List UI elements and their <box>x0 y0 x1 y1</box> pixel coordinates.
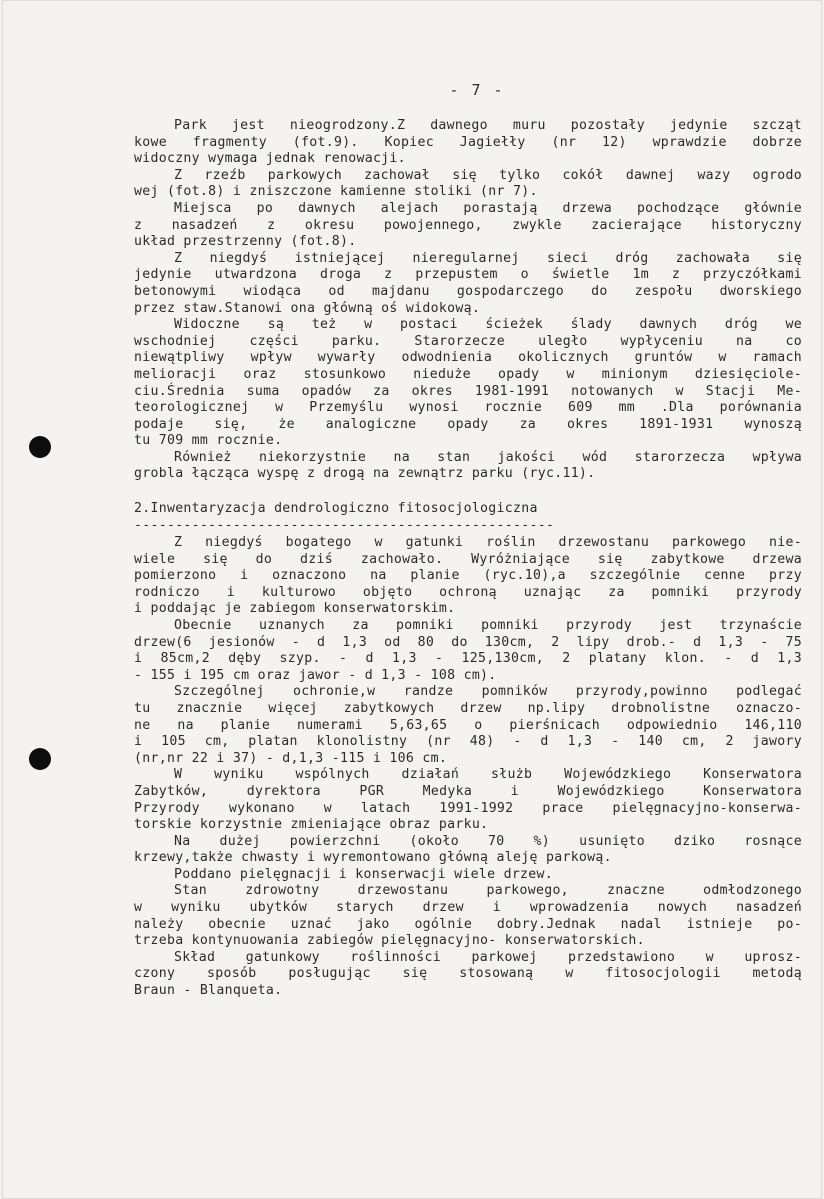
text-line: W wyniku wspólnych działań służb Wojewódzkiego Konserwatora <box>174 767 802 783</box>
section-heading: 2.Inwentaryzacja dendrologiczno fitosocjologiczna <box>134 501 538 516</box>
text-line: teorologicznej w Przemyślu wynosi rocznie 609 mm .Dla porównania <box>134 400 802 416</box>
section-heading-block <box>134 501 802 534</box>
page-number: - 7 - <box>449 81 505 99</box>
text-line: wej (fot.8) i zniszczone kamienne stoliki (nr 7). <box>134 184 538 200</box>
text-line: jedynie utwardzona droga z przepustem o świetle 1m z przyczółkami <box>134 267 802 283</box>
text-line: ciu.Średnia suma opadów za okres 1981-1991 notowanych w Stacji Me- <box>134 383 802 399</box>
text-line: należy obecnie uznać jako ogólnie dobry.Jednak nadal istnieje po- <box>134 916 802 932</box>
text-line: układ przestrzenny (fot.8). <box>134 234 357 250</box>
text-line: (nr,nr 22 i 37) - d,1,3 -115 i 106 cm. <box>134 750 448 766</box>
text-line: melioracji oraz stosunkowo niedużе opady w minionym dziesięciole- <box>134 366 802 382</box>
text-line: Miejsca po dawnych alejach porastają drzewa pochodzące głównie <box>174 200 802 216</box>
text-line: Braun - Blanqueta. <box>134 983 283 999</box>
text-line: tu 709 mm rocznie. <box>134 433 283 449</box>
text-line: Obecnie uznanych za pomniki pomniki przyrody jest trzynaście <box>174 617 802 633</box>
text-line: i 85cm,2 dęby szyp. - d 1,3 - 125,130cm, 2 platany klon. - d 1,3 <box>134 651 802 667</box>
text-line: Widoczne są też w postaci ścieżek ślady dawnych dróg we <box>174 317 802 333</box>
text-line: Stan zdrowotny drzewostanu parkowego, znaczne odmłodzonego <box>174 883 802 899</box>
text-line: Szczególnej ochronie,w randze pomników przyrody,powinno podlegać <box>174 684 802 700</box>
punch-hole-lower <box>29 748 51 770</box>
text-line: Na dużej powierzchni (około 70 %) usunięto dziko rosnące <box>174 833 802 849</box>
text-line: w wyniku ubytków starych drzew i wprowadzenia nowych nasadzeń <box>134 900 802 916</box>
text-line: grobla łącząca wyspę z drogą na zewnątrz parku (ryc.11). <box>134 466 596 482</box>
text-line: wschodniej części parku. Starorzecze uległo wypłyceniu na co <box>134 333 802 349</box>
text-line: Z niegdyś bogatego w gatunki roślin drzewostanu parkowego nie- <box>174 535 802 550</box>
text-line: Zabytków, dyrektora PGR Medyka i Wojewódzkiego Konserwatora <box>134 783 802 799</box>
text-line: Z niegdyś istniejącej nieregularnej sieci dróg zachowała się <box>174 250 802 266</box>
text-line: drzew(6 jesionów - d 1,3 od 80 do 130cm, 2 lipy drob.- d 1,3 - 75 <box>134 634 802 650</box>
text-line: Również niekorzystnie na stan jakości wód starorzecza wpływa <box>174 449 802 465</box>
text-line: Przyrody wykonano w latach 1991-1992 prace pielęgnacyjno-konserwa- <box>134 800 802 816</box>
heading-underline: --------------------------------------------------- <box>134 517 555 533</box>
text-line: krzewy,także chwasty i wyremontowano główną aleję parkową. <box>134 850 612 866</box>
text-line: Skład gatunkowy roślinności parkowej przedstawiono w uprosz- <box>174 949 802 965</box>
text-line: czony sposób posługując się stosowaną w fitosocjologii metodą <box>134 966 802 982</box>
text-line: z nasadzeń z okresu powojennego, zwykle zacierające historyczny <box>134 217 802 233</box>
document-page <box>2 0 822 1199</box>
text-line: podaje się, że analogiczne opady za okres 1891-1931 wynoszą <box>134 416 802 432</box>
text-line: wiele się do dziś zachowało. Wyróżniające się zabytkowe drzewa <box>134 551 802 567</box>
punch-hole-upper <box>29 436 51 458</box>
text-line: rodniczo i kulturowo objęto ochroną uznając za pomniki przyrody <box>134 584 802 600</box>
text-line: ne na planie numerami 5,63,65 o pierśnicach odpowiednio 146,110 <box>134 717 802 733</box>
text-line: Z rzeźb parkowych zachował się tylko cokół dawnej wazy ogrodo <box>174 167 802 183</box>
text-line: - 155 i 195 cm oraz jawor - d 1,3 - 108 cm). <box>134 667 497 683</box>
section-one-text <box>134 118 802 483</box>
text-line: betonowymi wiodąca od majdanu gospodarczego do zespołu dworskiego <box>134 283 802 299</box>
text-line: trzeba kontynuowania zabiegów pielęgnacyjno- konserwatorskich. <box>134 933 645 949</box>
text-line: przez staw.Stanowi ona główną oś widokową. <box>134 300 481 316</box>
text-line: kowe fragmenty (fot.9). Kopiec Jagiełły (nr 12) wprawdzie dobrze <box>134 134 802 150</box>
text-line: Park jest nieogrodzony.Z dawnego muru pozostały jedynie szcząt <box>174 118 802 133</box>
section-two-text <box>134 535 802 1000</box>
text-line: pomierzono i oznaczono na planie (ryc.10),a szczególnie cenne przy <box>134 568 802 584</box>
text-line: i poddając je zabiegom konserwatorskim. <box>134 601 456 617</box>
text-line: widoczny wymaga jednak renowacji. <box>134 151 406 167</box>
text-line: Poddano pielęgnacji i konserwacji wiele drzew. <box>174 866 554 882</box>
text-line: torskie korzystnie zmieniające obraz parku. <box>134 817 489 833</box>
text-line: i 105 cm, platan klonolistny (nr 48) - d 1,3 - 140 cm, 2 jawory <box>134 734 802 750</box>
text-line: niewątpliwy wpływ wywarły odwodnienia okolicznych gruntów w ramach <box>134 350 802 366</box>
text-line: tu znacznie więcej zabytkowych drzew np.lipy drobnolistne oznaczo- <box>134 700 802 716</box>
